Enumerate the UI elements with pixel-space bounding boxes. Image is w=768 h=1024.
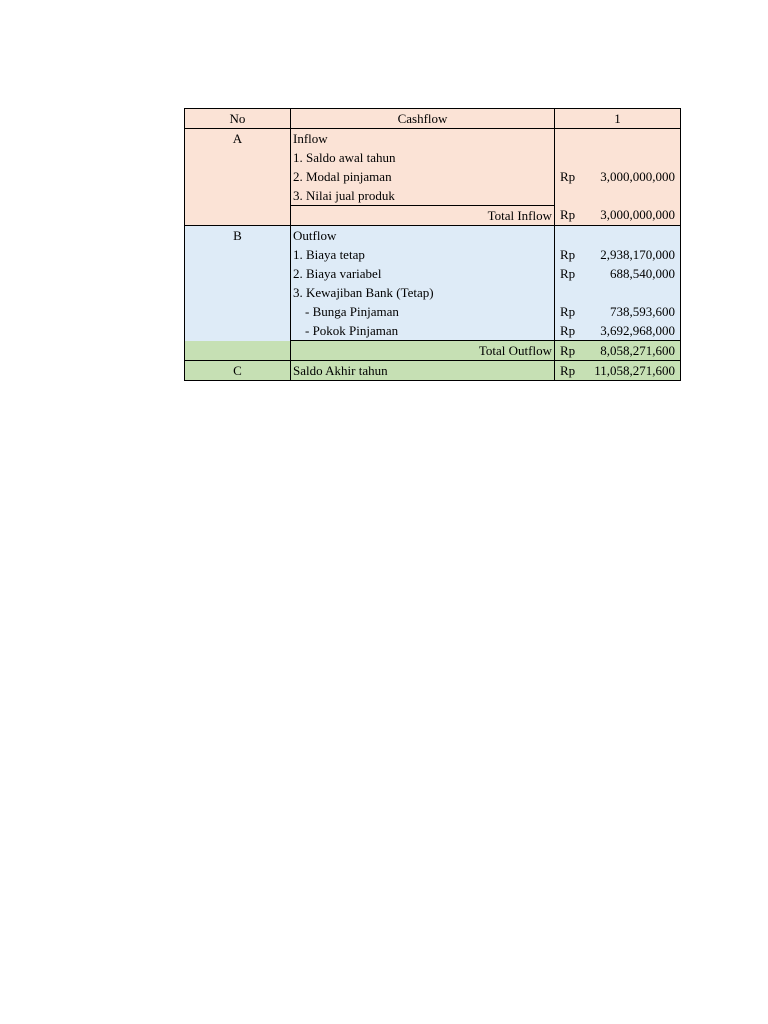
table-row bbox=[185, 167, 681, 186]
row-label: 2. Biaya variabel bbox=[291, 264, 555, 283]
row-label: 1. Biaya tetap bbox=[291, 245, 555, 264]
row-amount: 738,593,600 bbox=[583, 302, 681, 321]
total-inflow-amount: 3,000,000,000 bbox=[583, 206, 681, 226]
table-row bbox=[185, 302, 681, 321]
row-currency bbox=[555, 148, 583, 167]
header-cashflow: Cashflow bbox=[291, 109, 555, 129]
header-no: No bbox=[185, 109, 291, 129]
inflow-no: A bbox=[185, 129, 291, 149]
total-outflow-row bbox=[185, 341, 681, 361]
row-amount bbox=[583, 148, 681, 167]
ending-amount: 11,058,271,600 bbox=[583, 361, 681, 381]
row-label: 3. Kewajiban Bank (Tetap) bbox=[291, 283, 555, 302]
row-amount: 3,692,968,000 bbox=[583, 321, 681, 341]
total-outflow-currency: Rp bbox=[555, 341, 583, 361]
row-currency: Rp bbox=[555, 264, 583, 283]
row-currency bbox=[555, 186, 583, 206]
row-currency bbox=[555, 283, 583, 302]
total-outflow-amount: 8,058,271,600 bbox=[583, 341, 681, 361]
table-row bbox=[185, 245, 681, 264]
row-label: 1. Saldo awal tahun bbox=[291, 148, 555, 167]
ending-balance-row bbox=[185, 361, 681, 381]
total-inflow-row bbox=[185, 206, 681, 226]
ending-label: Saldo Akhir tahun bbox=[291, 361, 555, 381]
row-currency: Rp bbox=[555, 302, 583, 321]
ending-currency: Rp bbox=[555, 361, 583, 381]
inflow-title: Inflow bbox=[291, 129, 555, 149]
header-period: 1 bbox=[555, 109, 681, 129]
outflow-title: Outflow bbox=[291, 226, 555, 246]
table-row bbox=[185, 186, 681, 206]
outflow-no: B bbox=[185, 226, 291, 246]
inflow-title-row bbox=[185, 129, 681, 149]
ending-no: C bbox=[185, 361, 291, 381]
row-amount bbox=[583, 186, 681, 206]
total-inflow-label: Total Inflow bbox=[291, 206, 555, 226]
row-currency: Rp bbox=[555, 321, 583, 341]
row-amount bbox=[583, 283, 681, 302]
row-currency: Rp bbox=[555, 167, 583, 186]
table-row bbox=[185, 283, 681, 302]
header-row bbox=[185, 109, 681, 129]
table-row bbox=[185, 264, 681, 283]
row-currency: Rp bbox=[555, 245, 583, 264]
table-row bbox=[185, 148, 681, 167]
outflow-title-row bbox=[185, 226, 681, 246]
total-inflow-currency: Rp bbox=[555, 206, 583, 226]
row-label: 3. Nilai jual produk bbox=[291, 186, 555, 206]
row-label: - Pokok Pinjaman bbox=[291, 321, 555, 341]
row-label: 2. Modal pinjaman bbox=[291, 167, 555, 186]
total-outflow-label: Total Outflow bbox=[291, 341, 555, 361]
row-label: - Bunga Pinjaman bbox=[291, 302, 555, 321]
row-amount: 3,000,000,000 bbox=[583, 167, 681, 186]
table-row bbox=[185, 321, 681, 341]
row-amount: 688,540,000 bbox=[583, 264, 681, 283]
row-amount: 2,938,170,000 bbox=[583, 245, 681, 264]
cashflow-table bbox=[184, 108, 681, 381]
